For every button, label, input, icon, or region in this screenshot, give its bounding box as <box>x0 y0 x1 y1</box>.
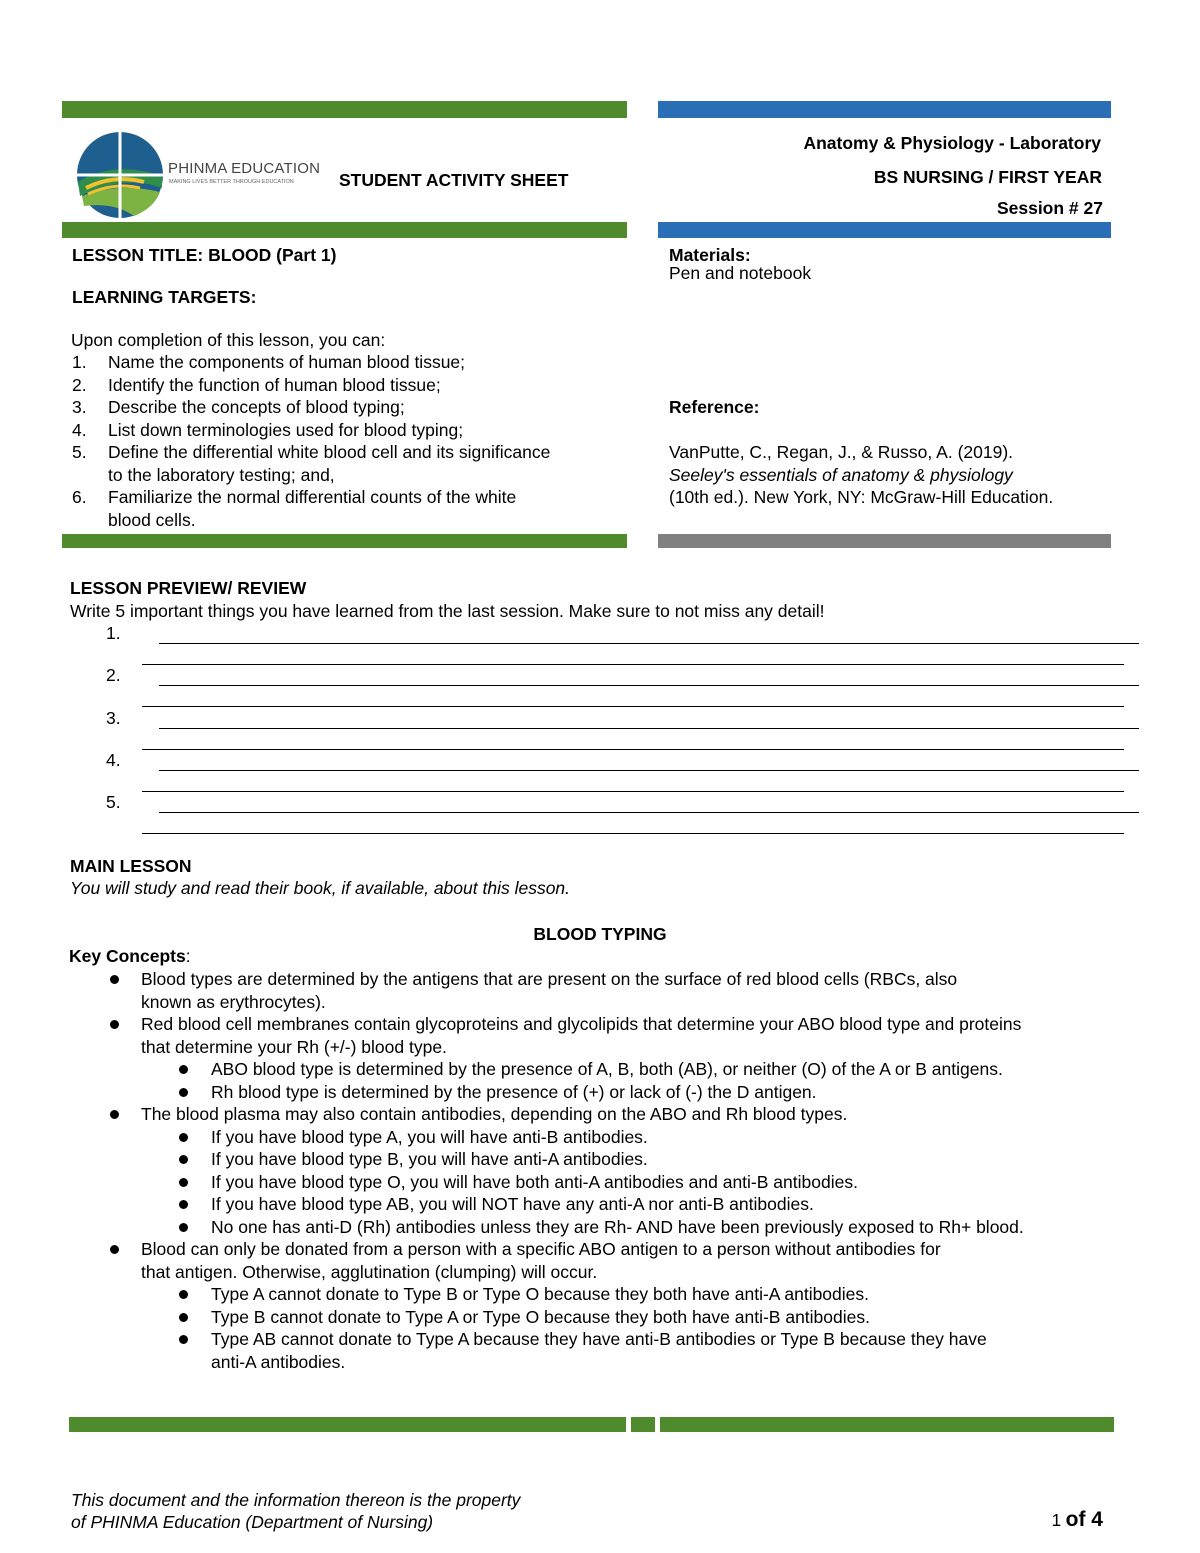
key-concepts-label <box>69 945 191 968</box>
line-text: The blood plasma may also contain antibodies, depending on the ABO and Rh blood types. <box>141 1104 848 1124</box>
bullet-dot <box>179 1313 188 1322</box>
line-text: If you have blood type O, you will have both anti-A antibodies and anti-B antibodies. <box>211 1171 858 1192</box>
sheet-title: STUDENT ACTIVITY SHEET <box>339 170 569 190</box>
concept-subitem <box>71 1171 1024 1194</box>
answer-line[interactable] <box>142 706 1124 707</box>
answer-line[interactable] <box>142 664 1124 665</box>
blood-typing-title: BLOOD TYPING <box>533 924 667 944</box>
bullet-dot <box>179 1133 188 1142</box>
bullet-dot <box>179 1065 188 1074</box>
concept-sublist <box>71 1058 1024 1103</box>
answer-line[interactable] <box>159 685 1139 686</box>
line-text: blood cells. <box>108 509 196 530</box>
bullet-dot <box>179 1223 188 1232</box>
line-text: If you have blood type AB, you will NOT have any anti-A nor anti-B antibodies. <box>211 1194 814 1214</box>
line-text: List down terminologies used for blood typing; <box>108 419 464 440</box>
answer-line[interactable] <box>159 770 1139 771</box>
learning-target-number: 6. <box>72 487 87 507</box>
preview-instruction: Write 5 important things you have learned from the last session. Make sure to not miss any detail! <box>70 601 825 621</box>
concept-subitem <box>71 1193 1024 1216</box>
line-text: Red blood cell membranes contain glycoproteins and glycolipids that determine your ABO blood type and proteins <box>141 1014 1022 1034</box>
answer-line[interactable] <box>159 643 1139 644</box>
key-concepts-colon: : <box>185 946 191 966</box>
line-text: known as erythrocytes). <box>141 991 326 1012</box>
preview-item-number: 3. <box>106 707 121 728</box>
learning-target-item <box>72 486 550 531</box>
logo-tagline: MAKING LIVES BETTER THROUGH EDUCATION <box>169 179 294 185</box>
learning-target-item <box>72 419 550 442</box>
footer-bar-right <box>660 1417 1114 1432</box>
preview-item-number: 5. <box>106 792 121 813</box>
preview-item-number: 1. <box>106 623 121 643</box>
bullet-dot <box>179 1290 188 1299</box>
learning-target-item <box>72 351 550 374</box>
concept-sublist <box>71 1126 1024 1239</box>
concept-subitem <box>71 1148 1024 1171</box>
learning-targets-list <box>72 351 550 531</box>
footer-bar-middle <box>631 1417 655 1432</box>
learning-target-number: 3. <box>72 397 87 417</box>
phinma-logo-icon <box>74 130 166 220</box>
line-text: Blood can only be donated from a person with a specific ABO antigen to a person without antibodies for <box>141 1239 941 1259</box>
concept-subitem <box>71 1216 1024 1239</box>
learning-targets-heading: LEARNING TARGETS: <box>72 287 257 307</box>
course-title: Anatomy & Physiology - Laboratory <box>803 133 1101 153</box>
preview-heading: LESSON PREVIEW/ REVIEW <box>70 578 307 598</box>
learning-target-item <box>72 441 550 486</box>
answer-line[interactable] <box>142 791 1124 792</box>
lesson-title: LESSON TITLE: BLOOD (Part 1) <box>72 245 337 265</box>
line-text: Type AB cannot donate to Type A because they have anti-B antibodies or Type B because they have <box>211 1329 987 1349</box>
concept-item <box>71 1103 1024 1238</box>
phinma-logo <box>74 130 319 220</box>
materials-heading: Materials: <box>669 245 751 265</box>
line-text: Type B cannot donate to Type A or Type O because they both have anti-B antibodies. <box>211 1306 870 1327</box>
footer-bar-left <box>69 1417 626 1432</box>
learning-target-item <box>72 374 550 397</box>
main-lesson-heading: MAIN LESSON <box>70 856 192 876</box>
concept-subitem <box>71 1058 1024 1081</box>
answer-line[interactable] <box>142 833 1124 834</box>
answer-line[interactable] <box>159 812 1139 813</box>
header-top-bar-right <box>658 101 1111 118</box>
line-text: If you have blood type A, you will have anti-B antibodies. <box>211 1126 648 1147</box>
line-text: Rh blood type is determined by the presence of (+) or lack of (-) the D antigen. <box>211 1081 817 1102</box>
answer-line[interactable] <box>159 728 1139 729</box>
main-lesson-note: You will study and read their book, if available, about this lesson. <box>70 878 571 898</box>
session-number: Session # 27 <box>996 198 1103 218</box>
materials-text: Pen and notebook <box>669 263 812 283</box>
bullet-dot <box>110 1020 119 1029</box>
page-number <box>1051 1508 1103 1532</box>
bullet-dot <box>179 1088 188 1097</box>
reference-authors: VanPutte, C., Regan, J., & Russo, A. (2019). <box>669 442 1014 462</box>
section-divider-right <box>658 534 1111 548</box>
concept-subitem <box>71 1306 1024 1329</box>
concept-subitem <box>71 1081 1024 1104</box>
header-bottom-bar-left <box>62 222 627 238</box>
bullet-dot <box>110 1110 119 1119</box>
line-text: Type A cannot donate to Type B or Type O because they both have anti-A antibodies. <box>211 1284 870 1304</box>
answer-line[interactable] <box>142 749 1124 750</box>
header-top-bar-left <box>62 101 627 118</box>
preview-item-number: 2. <box>106 665 121 686</box>
bullet-dot <box>179 1335 188 1344</box>
reference-heading: Reference: <box>669 397 760 417</box>
bullet-dot <box>110 975 119 984</box>
concept-item <box>71 1013 1024 1103</box>
bullet-dot <box>179 1155 188 1164</box>
learning-target-number: 2. <box>72 374 87 395</box>
learning-target-number: 5. <box>72 442 87 462</box>
line-text: that determine your Rh (+/-) blood type. <box>141 1036 447 1057</box>
learning-target-number: 4. <box>72 419 87 440</box>
footer-property-line1: This document and the information thereon is the property <box>71 1490 521 1510</box>
program-title: BS NURSING / FIRST YEAR <box>873 167 1102 187</box>
key-concepts-text: Key Concepts <box>69 946 186 966</box>
concept-item <box>71 1238 1024 1373</box>
concept-subitem <box>71 1328 1024 1373</box>
reference-book-title: Seeley's essentials of anatomy & physiology <box>669 465 1013 485</box>
line-text: that antigen. Otherwise, agglutination (clumping) will occur. <box>141 1261 598 1282</box>
learning-target-number: 1. <box>72 352 87 372</box>
line-text: Name the components of human blood tissue; <box>108 352 466 372</box>
line-text: No one has anti-D (Rh) antibodies unless they are Rh- AND have been previously exposed to Rh+ blood. <box>211 1216 1024 1237</box>
line-text: If you have blood type B, you will have anti-A antibodies. <box>211 1149 648 1169</box>
reference-publisher: (10th ed.). New York, NY: McGraw-Hill Education. <box>669 487 1054 507</box>
page-total: of 4 <box>1065 1508 1103 1531</box>
concept-subitem <box>71 1126 1024 1149</box>
concept-item <box>71 968 1024 1013</box>
concept-subitem <box>71 1283 1024 1306</box>
section-divider-left <box>62 534 627 548</box>
line-text: Blood types are determined by the antigens that are present on the surface of red blood cells (RBCs, also <box>141 969 958 989</box>
key-concepts-list <box>71 968 1024 1373</box>
bullet-dot <box>179 1200 188 1209</box>
page-current: 1 <box>1051 1510 1062 1530</box>
line-text: Define the differential white blood cell and its significance <box>108 442 551 462</box>
bullet-dot <box>179 1178 188 1187</box>
header-bottom-bar-right <box>658 222 1111 238</box>
line-text: Familiarize the normal differential counts of the white <box>108 487 517 507</box>
line-text: anti-A antibodies. <box>211 1351 346 1372</box>
concept-sublist <box>71 1283 1024 1373</box>
bullet-dot <box>110 1245 119 1254</box>
line-text: to the laboratory testing; and, <box>108 464 335 485</box>
learning-target-item <box>72 396 550 419</box>
learning-targets-intro: Upon completion of this lesson, you can: <box>71 330 386 350</box>
preview-item-number: 4. <box>106 749 121 770</box>
line-text: Identify the function of human blood tissue; <box>108 374 441 395</box>
footer-property-line2: of PHINMA Education (Department of Nursing) <box>71 1512 434 1532</box>
logo-name: PHINMA EDUCATION <box>168 160 321 177</box>
line-text: Describe the concepts of blood typing; <box>108 397 405 417</box>
line-text: ABO blood type is determined by the presence of A, B, both (AB), or neither (O) of the A or B antigens. <box>211 1059 1003 1079</box>
